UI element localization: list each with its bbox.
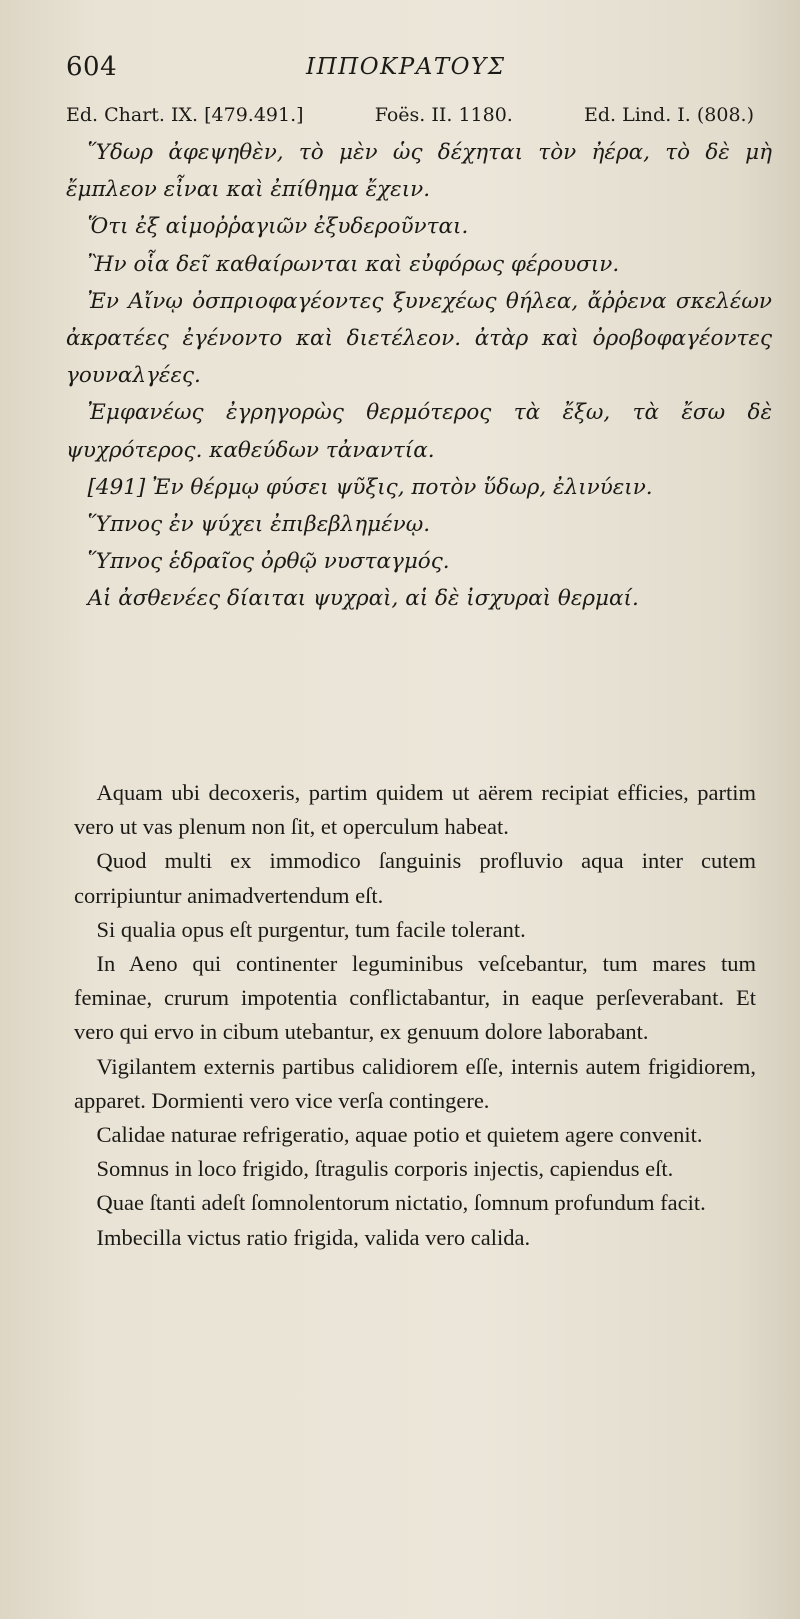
greek-paragraph: [491] Ἐν θέρμῳ φύσει ψῦξις, ποτὸν ὕδωρ, ἐλινύειν.: [87, 474, 653, 500]
edition-references: [66, 104, 772, 126]
running-head: [66, 30, 772, 82]
edition-ref-foes: Foës. II. 1180.: [374, 104, 513, 126]
greek-paragraph: Ὕδωρ ἀφεψηθὲν, τὸ μὲν ὡς δέχηται τὸν ἠέρα, τὸ δὲ μὴ ἔμπλεον εἶναι καὶ ἐπίθημα ἔχειν.: [66, 140, 772, 203]
running-title: ΙΠΠΟΚΡΑΤΟΥΣ: [306, 54, 506, 80]
greek-paragraph: Ὅτι ἐξ αἱμοῤῥαγιῶν ἐξυδεροῦνται.: [87, 214, 469, 240]
latin-paragraph: Aquam ubi decoxeris, partim quidem ut aërem recipiat efficies, partim vero ut vas plenum non ſit, et operculum habeat.: [74, 780, 756, 840]
greek-text: [66, 134, 772, 618]
greek-paragraph: Αἱ ἀσθενέες δίαιται ψυχραὶ, αἱ δὲ ἰσχυραὶ θερμαί.: [87, 586, 639, 612]
latin-paragraph: Vigilantem externis partibus calidiorem eſſe, internis autem frigidiorem, apparet. Dormienti vero vice verſa contingere.: [74, 1053, 756, 1113]
greek-paragraph: Ὕπνος ἑδραῖος ὀρθῷ νυσταγμός.: [87, 549, 450, 575]
page-number: 604: [66, 52, 118, 82]
latin-paragraph: Si qualia opus eſt purgentur, tum facile tolerant.: [96, 916, 526, 942]
greek-paragraph: Ἐν Αἴνῳ ὀσπριοφαγέοντες ξυνεχέως θήλεα, ἄῤῥενα σκελέων ἀκρατέες ἐγένοντο καὶ διετέλεον. ἀτὰρ καὶ ὀροβοφαγέοντες γουναλγέες.: [66, 288, 772, 389]
latin-paragraph: Somnus in loco frigido, ſtragulis corporis injectis, capiendus eſt.: [96, 1156, 674, 1182]
greek-paragraph: Ἢν οἷα δεῖ καθαίρωνται καὶ εὐφόρως φέρουσιν.: [87, 251, 620, 277]
edition-ref-chartier: Ed. Chart. IX. [479.491.]: [66, 104, 304, 126]
latin-paragraph: Quod multi ex immodico ſanguinis profluvio aqua inter cutem corripiuntur animadvertendum eſt.: [74, 848, 756, 908]
greek-paragraph: Ὕπνος ἐν ψύχει ἐπιβεβλημένῳ.: [87, 512, 431, 538]
edition-ref-linden: Ed. Lind. I. (808.): [583, 104, 754, 126]
latin-translation: [74, 776, 756, 1255]
latin-paragraph: Quae ſtanti adeſt ſomnolentorum nictatio, ſomnum profundum facit.: [96, 1190, 706, 1216]
latin-paragraph: Calidae naturae refrigeratio, aquae potio et quietem agere convenit.: [96, 1122, 703, 1148]
greek-paragraph: Ἐμφανέως ἐγρηγορὼς θερμότερος τὰ ἔξω, τὰ ἔσω δὲ ψυχρότερος. καθεύδων τἀναντία.: [66, 400, 772, 463]
latin-paragraph: Imbecilla victus ratio frigida, valida vero calida.: [96, 1224, 531, 1250]
latin-paragraph: In Aeno qui continenter leguminibus veſcebantur, tum mares tum feminae, crurum impotentia conflictabantur, in eaque perſeverabant. Et vero qui ervo in cibum utebantur, ex genuum dolore laborabant.: [74, 951, 756, 1045]
